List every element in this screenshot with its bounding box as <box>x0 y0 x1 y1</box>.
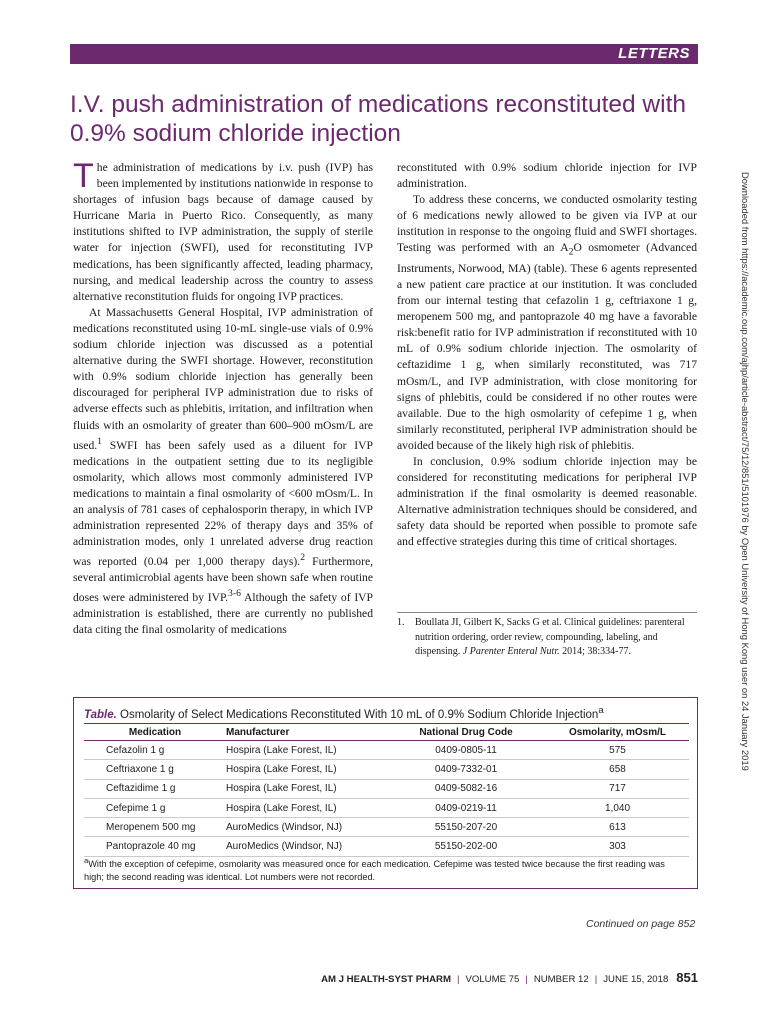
paragraph-5: In conclusion, 0.9% sodium chloride injection may be considered for reconstituting medications for peripheral IVP administration if the final osmolarity is deemed reasonable. Alternative administration techniques should be considered, and safety data should be reported when possible to promote safe and effective strategies during this time of critical shortages. <box>397 455 697 549</box>
cell-ndc: 0409-0219-11 <box>386 798 546 817</box>
header-medication: Medication <box>84 724 226 741</box>
cell-ndc: 55150-207-20 <box>386 818 546 837</box>
paragraph-4-text-a: To address these concerns, we conducted osmolarity testing of 6 medications newly allowed to be given via IVP at our institution in response to the ongoing fluid and SWFI shortages. Testing was performed with an A <box>397 193 697 255</box>
paragraph-4-text-b: O osmometer (Advanced Instruments, Norwood, MA) (table). These 6 agents represented a new patient care practice at our institution. It was concluded from our internal testing that cefazolin 1 g, ceftriaxone 1 g, meropenem 500 mg, and pantoprazole 40 mg have a favorable risk:benefit ratio for IVP administration if reconstituted with 10 mL of 0.9% sodium chloride injection. The osmolarity of ceftazidime 1 g, when similarly reconstituted, was 717 mOsm/L, and IVP administration, with close monitoring for signs of phlebitis, could be considered if no other routes were available. Due to the high osmolarity of cefepime 1 g, when similarly reconstituted, peripheral IVP administration should be avoided because of the likely high risk of phlebitis. <box>397 241 697 452</box>
cell-medication: Pantoprazole 40 mg <box>84 837 226 856</box>
cell-manufacturer: Hospira (Lake Forest, IL) <box>226 779 386 798</box>
reference-item <box>415 616 697 660</box>
header-manufacturer: Manufacturer <box>226 724 386 741</box>
download-notice <box>737 172 753 852</box>
paragraph-1 <box>73 157 373 305</box>
paragraph-3: reconstituted with 0.9% sodium chloride injection for IVP administration. <box>397 161 697 191</box>
reference-number: 1. <box>397 617 405 628</box>
page-footer <box>300 970 698 985</box>
cell-ndc: 0409-7332-01 <box>386 760 546 779</box>
continued-note: Continued on page 852 <box>586 918 696 930</box>
table-footnote-mark: a <box>84 856 89 865</box>
table-row <box>84 741 689 760</box>
cell-medication: Cefepime 1 g <box>84 798 226 817</box>
table-row <box>84 798 689 817</box>
table-row <box>84 837 689 856</box>
download-notice-text: Downloaded from https://academic.oup.com/ajhp/article-abstract/75/12/851/5101976 by Open University of Hong Kong user on 24 January 2019 <box>740 172 751 771</box>
table-row <box>84 779 689 798</box>
table-footnote <box>84 855 684 883</box>
cell-ndc: 0409-5082-16 <box>386 779 546 798</box>
reference-text-a: Boullata JI, Gilbert K, Sacks G et al. Clinical guidelines: parenteral nutrition ordering, order review, compounding, labeling, and dispensing. <box>415 617 685 657</box>
cell-manufacturer: AuroMedics (Windsor, NJ) <box>226 818 386 837</box>
table-footnote-text: With the exception of cefepime, osmolarity was measured once for each medication. Cefepime was tested twice because the first reading was high; the second reading was identical. Lot numbers were not recorded. <box>84 859 665 882</box>
journal-number: NUMBER 12 <box>533 974 589 985</box>
cell-medication: Meropenem 500 mg <box>84 818 226 837</box>
paragraph-4 <box>397 192 697 454</box>
right-column <box>397 160 697 551</box>
table-caption-footnote-mark: a <box>598 705 604 716</box>
paragraph-2-text-a: At Massachusetts General Hospital, IVP administration of medications reconstituted using 10-mL single-use vials of 0.9% sodium chloride injection was discussed as a potential alternative during the SWFI shortage. However, reconstitution with 0.9% sodium chloride injection has generally been discouraged for peripheral IVP administration due to risks of adverse effects such as phlebitis, irritation, and infiltration when fluids with an osmolarity of greater than 600–900 mOsm/L are used. <box>73 305 373 452</box>
cell-medication: Ceftriaxone 1 g <box>84 760 226 779</box>
cell-manufacturer: Hospira (Lake Forest, IL) <box>226 760 386 779</box>
cell-ndc: 55150-202-00 <box>386 837 546 856</box>
table-row <box>84 818 689 837</box>
paragraph-2 <box>73 305 373 638</box>
section-banner <box>70 44 698 64</box>
table-header-row <box>84 724 689 741</box>
reference-list <box>397 612 697 660</box>
cell-ndc: 0409-0805-11 <box>386 741 546 760</box>
osmolarity-table <box>84 723 689 857</box>
journal-date: JUNE 15, 2018 <box>603 974 669 985</box>
header-osmolarity: Osmolarity, mOsm/L <box>546 724 689 741</box>
header-ndc: National Drug Code <box>386 724 546 741</box>
paragraph-2-text-c: Furthermore, several antimicrobial agents have been shown safe when routine doses were administered by IVP. <box>73 554 373 605</box>
table-row <box>84 760 689 779</box>
journal-name: AM J HEALTH-SYST PHARM <box>321 974 451 985</box>
citation-3-6[interactable]: 3-6 <box>228 588 241 600</box>
citation-1[interactable]: 1 <box>97 435 102 447</box>
cell-manufacturer: Hospira (Lake Forest, IL) <box>226 798 386 817</box>
table-caption <box>84 705 604 721</box>
citation-2[interactable]: 2 <box>300 552 306 564</box>
cell-manufacturer: AuroMedics (Windsor, NJ) <box>226 837 386 856</box>
left-column <box>73 157 373 638</box>
footer-separator: | <box>594 974 598 985</box>
paragraph-2-text-d: Although the safety of IVP administration is established, there are currently no published data citing the final osmolarity of medications <box>73 591 373 637</box>
subscript-2: 2 <box>568 246 574 258</box>
section-label: LETTERS <box>618 45 690 62</box>
footer-separator: | <box>525 974 528 985</box>
cell-medication: Cefazolin 1 g <box>84 741 226 760</box>
cell-osmolarity: 613 <box>546 818 689 837</box>
osmolarity-table-box <box>73 697 698 889</box>
page-number: 851 <box>676 970 698 985</box>
cell-osmolarity: 303 <box>546 837 689 856</box>
table-caption-lead: Table. <box>84 708 117 721</box>
paragraph-2-text-b: SWFI has been safely used as a diluent for IVP medications in the outpatient setting due to its negligible osmolarity, which allows most commonly administered IVP medications to maintain a final osmolarity of <600 mOsm/L. In an analysis of 781 cases of cephalosporin therapy, in which IVP administration represented 22% of therapy days and 35% of administration modes, only 1 unrelated adverse drug reaction was reported (0.04 per 1,000 therapy days). <box>73 438 373 568</box>
journal-volume: VOLUME 75 <box>465 974 520 985</box>
drop-cap: T <box>73 157 94 195</box>
paragraph-1-text: he administration of medications by i.v. push (IVP) has been implemented by institutions nationwide in response to shortages of infusion bags because of damage caused by Hurricane Maria in Puerto Rico. Consequently, as many institutions shifted to IVP administration, the supply of sterile water for injection (SWFI), used for reconstituting IVP medications, has been significantly affected, leading pharmacy, nursing, and medical leadership across the country to assess alternative reconstitution fluids for ongoing IVP practices. <box>73 161 373 303</box>
reference-text-b: 2014; 38:334-77. <box>559 646 632 657</box>
footer-separator: | <box>456 974 460 985</box>
cell-medication: Ceftazidime 1 g <box>84 779 226 798</box>
cell-osmolarity: 717 <box>546 779 689 798</box>
cell-osmolarity: 575 <box>546 741 689 760</box>
cell-manufacturer: Hospira (Lake Forest, IL) <box>226 741 386 760</box>
article-title: I.V. push administration of medications reconstituted with 0.9% sodium chloride injection <box>70 91 687 147</box>
reference-journal: J Parenter Enteral Nutr. <box>462 646 560 657</box>
table-caption-text: Osmolarity of Select Medications Reconstituted With 10 mL of 0.9% Sodium Chloride Injection <box>116 708 599 721</box>
cell-osmolarity: 1,040 <box>546 798 689 817</box>
cell-osmolarity: 658 <box>546 760 689 779</box>
